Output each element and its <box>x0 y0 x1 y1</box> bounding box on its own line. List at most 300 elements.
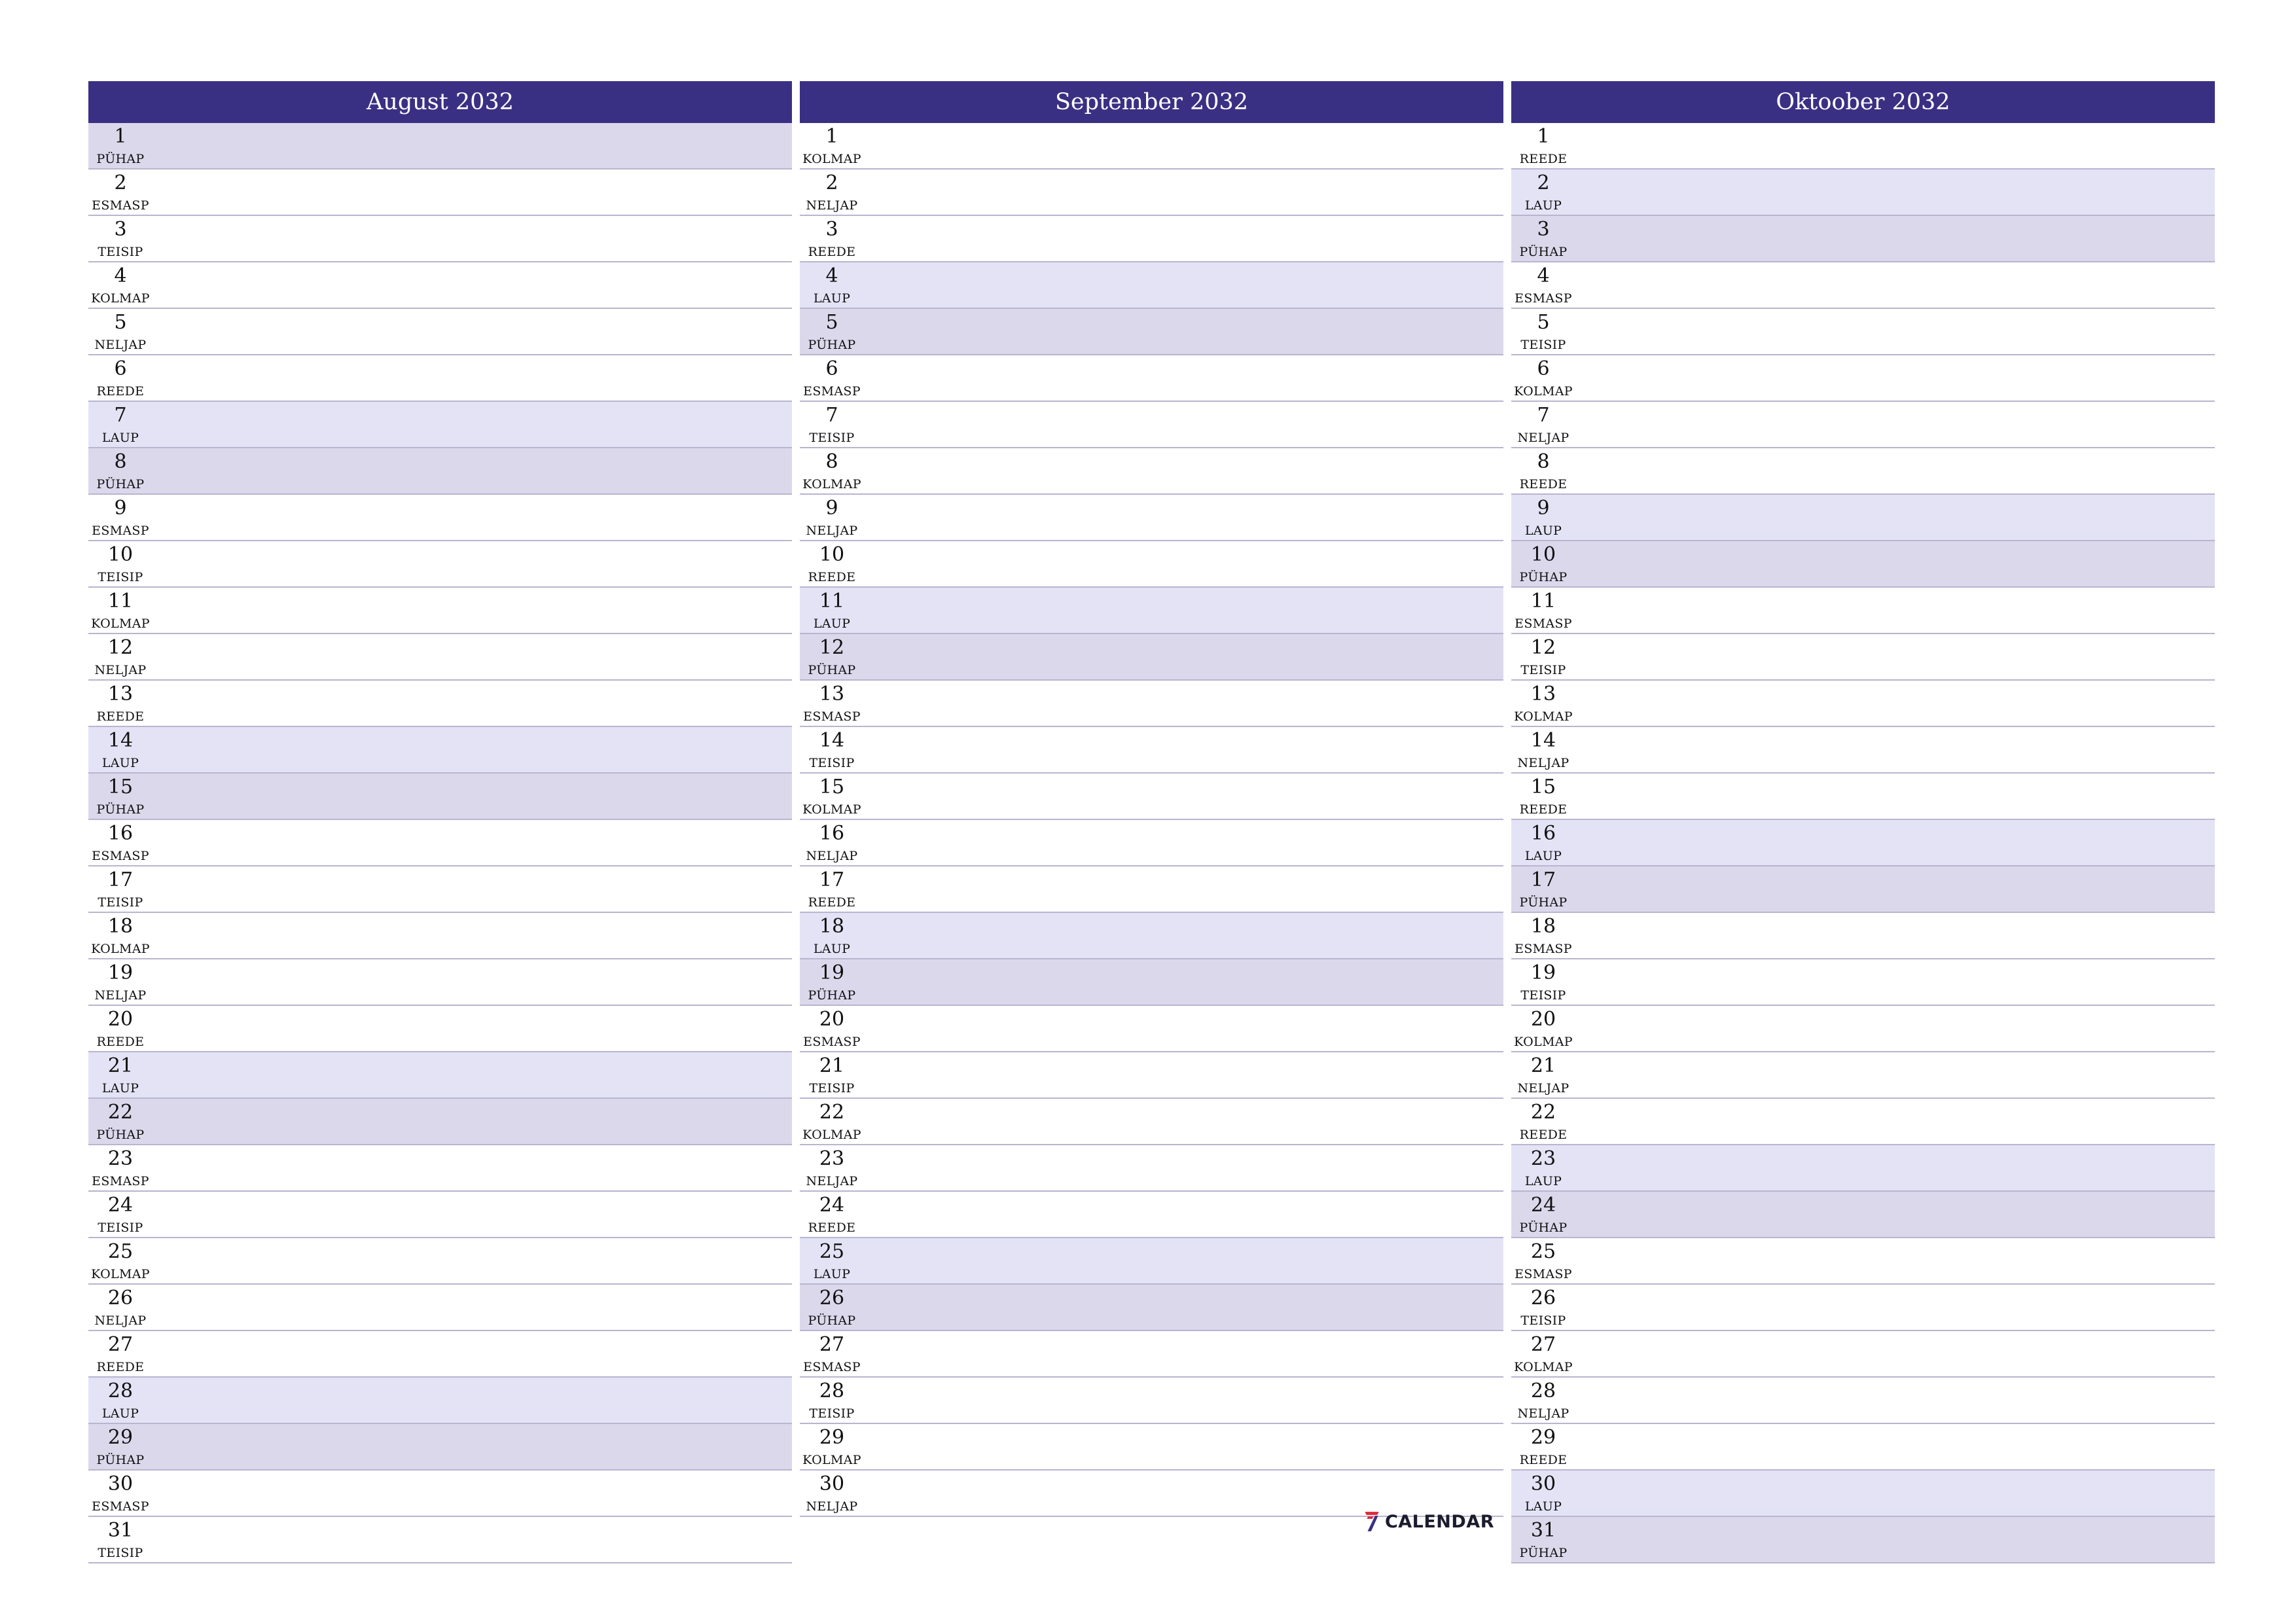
day-number: 8 <box>1537 450 1550 473</box>
day-number: 10 <box>819 543 845 566</box>
weekday-name: NELJAP <box>1517 756 1570 770</box>
day-number: 31 <box>1530 1519 1556 1542</box>
day-row[interactable] <box>800 588 1503 634</box>
day-row[interactable] <box>88 1285 792 1331</box>
day-label <box>800 774 864 819</box>
day-row[interactable] <box>1511 216 2215 262</box>
day-label <box>1511 1471 1575 1516</box>
day-number: 4 <box>114 264 127 287</box>
day-list <box>88 123 792 1563</box>
day-number: 31 <box>107 1519 134 1542</box>
day-label <box>88 1378 152 1423</box>
day-row[interactable] <box>800 448 1503 495</box>
day-number: 30 <box>1530 1472 1556 1495</box>
day-number: 27 <box>1530 1333 1556 1356</box>
day-number: 8 <box>825 450 838 473</box>
day-row[interactable] <box>1511 634 2215 681</box>
day-row[interactable] <box>800 913 1503 959</box>
day-row[interactable] <box>88 774 792 820</box>
day-row[interactable] <box>1511 774 2215 820</box>
day-number: 24 <box>107 1194 134 1217</box>
weekday-name: LAUP <box>1524 849 1562 863</box>
day-row[interactable] <box>1511 866 2215 913</box>
day-row[interactable] <box>88 959 792 1006</box>
day-row[interactable] <box>1511 1238 2215 1285</box>
weekday-name: PÜHAP <box>1519 895 1568 910</box>
day-row[interactable] <box>1511 495 2215 541</box>
day-row[interactable] <box>800 1331 1503 1378</box>
weekday-name: ESMASP <box>1515 1267 1572 1281</box>
day-label <box>1511 959 1575 1005</box>
day-row[interactable] <box>800 774 1503 820</box>
day-number: 2 <box>114 171 127 194</box>
day-label <box>800 495 864 540</box>
day-number: 2 <box>1537 171 1550 194</box>
day-label <box>1511 216 1575 261</box>
weekday-name: PÜHAP <box>96 152 145 166</box>
day-row[interactable] <box>88 448 792 495</box>
day-number: 26 <box>819 1287 845 1310</box>
weekday-name: NELJAP <box>1517 1081 1570 1096</box>
day-label <box>88 727 152 772</box>
day-number: 19 <box>107 961 134 984</box>
day-row[interactable] <box>800 1378 1503 1424</box>
day-label <box>88 1331 152 1376</box>
day-row[interactable] <box>88 1238 792 1285</box>
day-label <box>800 1378 864 1423</box>
day-number: 17 <box>107 868 134 891</box>
day-label <box>800 123 864 168</box>
weekday-name: KOLMAP <box>802 1453 861 1467</box>
day-label <box>1511 1424 1575 1469</box>
weekday-name: TEISIP <box>1520 663 1566 677</box>
day-number: 28 <box>819 1380 845 1402</box>
day-number: 24 <box>1530 1194 1556 1217</box>
day-label <box>800 169 864 215</box>
day-number: 15 <box>819 776 845 798</box>
weekday-name: TEISIP <box>809 1081 855 1096</box>
day-number: 14 <box>819 729 845 752</box>
day-label <box>800 448 864 493</box>
weekday-name: LAUP <box>1524 198 1562 213</box>
day-row[interactable] <box>88 1006 792 1052</box>
day-number: 19 <box>819 961 845 984</box>
day-row[interactable] <box>800 1006 1503 1052</box>
day-row[interactable] <box>1511 959 2215 1006</box>
day-row[interactable] <box>88 1052 792 1099</box>
day-row[interactable] <box>800 959 1503 1006</box>
day-label <box>88 262 152 308</box>
day-number: 18 <box>1530 915 1556 938</box>
day-number: 1 <box>1537 125 1550 148</box>
seven-logo-icon <box>1363 1504 1380 1539</box>
day-number: 7 <box>825 404 838 427</box>
day-number: 13 <box>1530 683 1556 705</box>
day-label <box>800 262 864 308</box>
day-number: 6 <box>825 357 838 380</box>
day-number: 27 <box>107 1333 134 1356</box>
day-row[interactable] <box>88 1471 792 1517</box>
day-row[interactable] <box>1511 1192 2215 1238</box>
calendar-logo[interactable] <box>1363 1504 1494 1539</box>
day-number: 26 <box>1530 1287 1556 1310</box>
day-number: 13 <box>107 683 134 705</box>
day-row[interactable] <box>1511 588 2215 634</box>
weekday-name: LAUP <box>813 616 851 631</box>
day-row[interactable] <box>1511 169 2215 216</box>
day-row[interactable] <box>800 355 1503 402</box>
day-row[interactable] <box>88 495 792 541</box>
day-row[interactable] <box>1511 727 2215 774</box>
weekday-name: LAUP <box>101 1081 139 1096</box>
day-label <box>88 1145 152 1190</box>
day-label <box>88 169 152 215</box>
day-label <box>800 1052 864 1097</box>
day-number: 14 <box>107 729 134 752</box>
day-row[interactable] <box>88 634 792 681</box>
day-number: 21 <box>1530 1054 1556 1077</box>
day-row[interactable] <box>88 1145 792 1192</box>
weekday-name: REEDE <box>808 570 856 584</box>
weekday-name: LAUP <box>101 756 139 770</box>
weekday-name: PÜHAP <box>96 477 145 491</box>
weekday-name: ESMASP <box>1515 616 1572 631</box>
weekday-name: REEDE <box>96 709 145 724</box>
weekday-name: KOLMAP <box>802 477 861 491</box>
day-row[interactable] <box>88 402 792 448</box>
day-label <box>88 495 152 540</box>
weekday-name: ESMASP <box>92 524 149 538</box>
weekday-name: PÜHAP <box>808 338 856 352</box>
day-label <box>88 1424 152 1469</box>
day-label <box>800 820 864 865</box>
day-number: 3 <box>825 218 838 241</box>
weekday-name: REEDE <box>808 245 856 259</box>
weekday-name: NELJAP <box>806 524 858 538</box>
day-number: 25 <box>1530 1240 1556 1263</box>
day-row[interactable] <box>88 1331 792 1378</box>
day-number: 22 <box>107 1101 134 1124</box>
weekday-name: NELJAP <box>806 849 858 863</box>
weekday-name: REEDE <box>96 1035 145 1049</box>
day-label <box>800 309 864 354</box>
day-row[interactable] <box>88 262 792 309</box>
day-row[interactable] <box>88 1517 792 1563</box>
day-row[interactable] <box>800 123 1503 169</box>
day-number: 4 <box>1537 264 1550 287</box>
day-row[interactable] <box>800 169 1503 216</box>
day-number: 18 <box>819 915 845 938</box>
weekday-name: ESMASP <box>1515 942 1572 956</box>
day-label <box>1511 1285 1575 1330</box>
day-label <box>88 913 152 958</box>
day-row[interactable] <box>88 866 792 913</box>
day-row[interactable] <box>1511 681 2215 727</box>
day-label <box>88 1471 152 1516</box>
day-label <box>88 1192 152 1237</box>
day-row[interactable] <box>1511 448 2215 495</box>
day-row[interactable] <box>1511 402 2215 448</box>
weekday-name: PÜHAP <box>96 802 145 817</box>
day-row[interactable] <box>1511 913 2215 959</box>
day-label <box>1511 866 1575 912</box>
month-title: August 2032 <box>88 81 792 123</box>
day-label <box>800 1238 864 1283</box>
day-row[interactable] <box>800 820 1503 866</box>
day-row[interactable] <box>88 541 792 588</box>
day-number: 16 <box>1530 822 1556 845</box>
weekday-name: NELJAP <box>806 1499 858 1514</box>
weekday-name: TEISIP <box>98 1221 143 1235</box>
weekday-name: KOLMAP <box>91 1267 150 1281</box>
month-title: Oktoober 2032 <box>1511 81 2215 123</box>
day-number: 20 <box>107 1008 134 1031</box>
day-row[interactable] <box>88 309 792 355</box>
day-number: 29 <box>107 1426 134 1449</box>
weekday-name: TEISIP <box>98 895 143 910</box>
day-label <box>800 634 864 679</box>
day-number: 19 <box>1530 961 1556 984</box>
day-row[interactable] <box>88 1424 792 1471</box>
weekday-name: ESMASP <box>803 1035 861 1049</box>
day-row[interactable] <box>1511 820 2215 866</box>
day-row[interactable] <box>88 216 792 262</box>
day-number: 15 <box>107 776 134 798</box>
weekday-name: REEDE <box>1519 477 1568 491</box>
weekday-name: ESMASP <box>803 384 861 399</box>
weekday-name: TEISIP <box>1520 1313 1566 1328</box>
day-number: 6 <box>114 357 127 380</box>
day-row[interactable] <box>1511 1052 2215 1099</box>
day-label <box>88 448 152 493</box>
weekday-name: PÜHAP <box>96 1128 145 1142</box>
day-row[interactable] <box>88 169 792 216</box>
weekday-name: LAUP <box>813 1267 851 1281</box>
day-row[interactable] <box>800 495 1503 541</box>
day-label <box>1511 309 1575 354</box>
day-label <box>1511 402 1575 447</box>
weekday-name: PÜHAP <box>96 1453 145 1467</box>
day-label <box>800 216 864 261</box>
weekday-name: PÜHAP <box>1519 1221 1568 1235</box>
day-number: 15 <box>1530 776 1556 798</box>
day-number: 25 <box>107 1240 134 1263</box>
weekday-name: NELJAP <box>94 988 147 1003</box>
day-label <box>800 1424 864 1469</box>
day-label <box>88 634 152 679</box>
day-label <box>88 216 152 261</box>
day-row[interactable] <box>800 1192 1503 1238</box>
day-label <box>1511 1192 1575 1237</box>
month-column-september <box>800 81 1503 1517</box>
day-row[interactable] <box>88 1378 792 1424</box>
weekday-name: TEISIP <box>1520 338 1566 352</box>
weekday-name: ESMASP <box>1515 291 1572 306</box>
day-number: 25 <box>819 1240 845 1263</box>
day-number: 30 <box>107 1472 134 1495</box>
day-number: 1 <box>114 125 127 148</box>
day-number: 21 <box>819 1054 845 1077</box>
day-row[interactable] <box>1511 1471 2215 1517</box>
day-label <box>1511 1099 1575 1144</box>
day-row[interactable] <box>88 913 792 959</box>
day-row[interactable] <box>88 355 792 402</box>
day-label <box>1511 1517 1575 1562</box>
day-label <box>800 1192 864 1237</box>
day-label <box>88 681 152 726</box>
weekday-name: PÜHAP <box>1519 245 1568 259</box>
day-row[interactable] <box>1511 1285 2215 1331</box>
day-label <box>88 1238 152 1283</box>
day-row[interactable] <box>800 681 1503 727</box>
day-number: 16 <box>107 822 134 845</box>
day-label <box>88 1285 152 1330</box>
day-row[interactable] <box>1511 1006 2215 1052</box>
weekday-name: ESMASP <box>803 1360 861 1374</box>
weekday-name: KOLMAP <box>91 942 150 956</box>
day-row[interactable] <box>800 1424 1503 1471</box>
logo-text: CALENDAR <box>1384 1511 1494 1532</box>
day-number: 5 <box>1537 311 1550 334</box>
day-row[interactable] <box>1511 1099 2215 1145</box>
weekday-name: PÜHAP <box>1519 570 1568 584</box>
day-label <box>88 1006 152 1051</box>
day-row[interactable] <box>1511 355 2215 402</box>
day-row[interactable] <box>800 1285 1503 1331</box>
weekday-name: KOLMAP <box>1514 1360 1573 1374</box>
day-label <box>800 959 864 1005</box>
weekday-name: REEDE <box>1519 802 1568 817</box>
day-row[interactable] <box>88 588 792 634</box>
day-number: 11 <box>1530 590 1556 613</box>
day-label <box>1511 448 1575 493</box>
weekday-name: NELJAP <box>1517 1406 1570 1421</box>
day-row[interactable] <box>1511 309 2215 355</box>
weekday-name: TEISIP <box>98 1546 143 1560</box>
day-row[interactable] <box>800 1099 1503 1145</box>
day-list <box>1511 123 2215 1563</box>
day-label <box>1511 1052 1575 1097</box>
day-row[interactable] <box>800 1145 1503 1192</box>
month-column-august <box>88 81 792 1563</box>
day-label <box>88 123 152 168</box>
weekday-name: KOLMAP <box>1514 709 1573 724</box>
day-list <box>800 123 1503 1517</box>
day-label <box>1511 1238 1575 1283</box>
weekday-name: TEISIP <box>98 570 143 584</box>
day-number: 5 <box>114 311 127 334</box>
day-row[interactable] <box>800 727 1503 774</box>
day-number: 17 <box>819 868 845 891</box>
day-number: 14 <box>1530 729 1556 752</box>
day-number: 28 <box>1530 1380 1556 1402</box>
day-row[interactable] <box>800 1238 1503 1285</box>
day-label <box>800 1145 864 1190</box>
day-row[interactable] <box>1511 1331 2215 1378</box>
day-number: 3 <box>114 218 127 241</box>
day-row[interactable] <box>88 1099 792 1145</box>
weekday-name: TEISIP <box>1520 988 1566 1003</box>
day-number: 9 <box>825 497 838 520</box>
day-row[interactable] <box>1511 262 2215 309</box>
day-row[interactable] <box>800 634 1503 681</box>
day-number: 8 <box>114 450 127 473</box>
weekday-name: PÜHAP <box>808 663 856 677</box>
weekday-name: KOLMAP <box>91 616 150 631</box>
day-row[interactable] <box>1511 1517 2215 1563</box>
day-row[interactable] <box>88 727 792 774</box>
day-row[interactable] <box>88 123 792 169</box>
day-row[interactable] <box>800 262 1503 309</box>
day-label <box>800 913 864 958</box>
day-number: 6 <box>1537 357 1550 380</box>
weekday-name: ESMASP <box>92 198 149 213</box>
weekday-name: ESMASP <box>92 1174 149 1188</box>
day-label <box>1511 588 1575 633</box>
day-row[interactable] <box>88 1192 792 1238</box>
weekday-name: LAUP <box>1524 524 1562 538</box>
day-label <box>88 820 152 865</box>
day-row[interactable] <box>800 866 1503 913</box>
day-row[interactable] <box>1511 1145 2215 1192</box>
weekday-name: REEDE <box>1519 152 1568 166</box>
day-row[interactable] <box>88 681 792 727</box>
weekday-name: KOLMAP <box>1514 1035 1573 1049</box>
day-label <box>88 1517 152 1562</box>
day-row[interactable] <box>800 402 1503 448</box>
day-label <box>800 866 864 912</box>
weekday-name: NELJAP <box>1517 431 1570 445</box>
day-label <box>1511 727 1575 772</box>
day-row[interactable] <box>88 820 792 866</box>
day-label <box>1511 1378 1575 1423</box>
day-row[interactable] <box>800 541 1503 588</box>
weekday-name: NELJAP <box>94 1313 147 1328</box>
day-number: 17 <box>1530 868 1556 891</box>
weekday-name: LAUP <box>813 291 851 306</box>
day-label <box>1511 495 1575 540</box>
day-label <box>1511 1145 1575 1190</box>
weekday-name: NELJAP <box>806 198 858 213</box>
day-row[interactable] <box>800 1052 1503 1099</box>
day-label <box>88 1052 152 1097</box>
day-number: 16 <box>819 822 845 845</box>
weekday-name: LAUP <box>1524 1174 1562 1188</box>
day-row[interactable] <box>800 309 1503 355</box>
day-number: 10 <box>1530 543 1556 566</box>
day-number: 11 <box>819 590 845 613</box>
day-number: 22 <box>1530 1101 1556 1124</box>
day-row[interactable] <box>1511 1378 2215 1424</box>
weekday-name: PÜHAP <box>808 1313 856 1328</box>
weekday-name: ESMASP <box>92 849 149 863</box>
weekday-name: LAUP <box>813 942 851 956</box>
day-label <box>800 1285 864 1330</box>
day-number: 9 <box>1537 497 1550 520</box>
weekday-name: NELJAP <box>94 338 147 352</box>
day-row[interactable] <box>1511 541 2215 588</box>
day-row[interactable] <box>1511 1424 2215 1471</box>
day-row[interactable] <box>1511 123 2215 169</box>
weekday-name: TEISIP <box>98 245 143 259</box>
day-label <box>88 588 152 633</box>
day-label <box>1511 913 1575 958</box>
weekday-name: NELJAP <box>806 1174 858 1188</box>
day-label <box>1511 681 1575 726</box>
weekday-name: ESMASP <box>803 709 861 724</box>
day-label <box>800 681 864 726</box>
day-row[interactable] <box>800 216 1503 262</box>
